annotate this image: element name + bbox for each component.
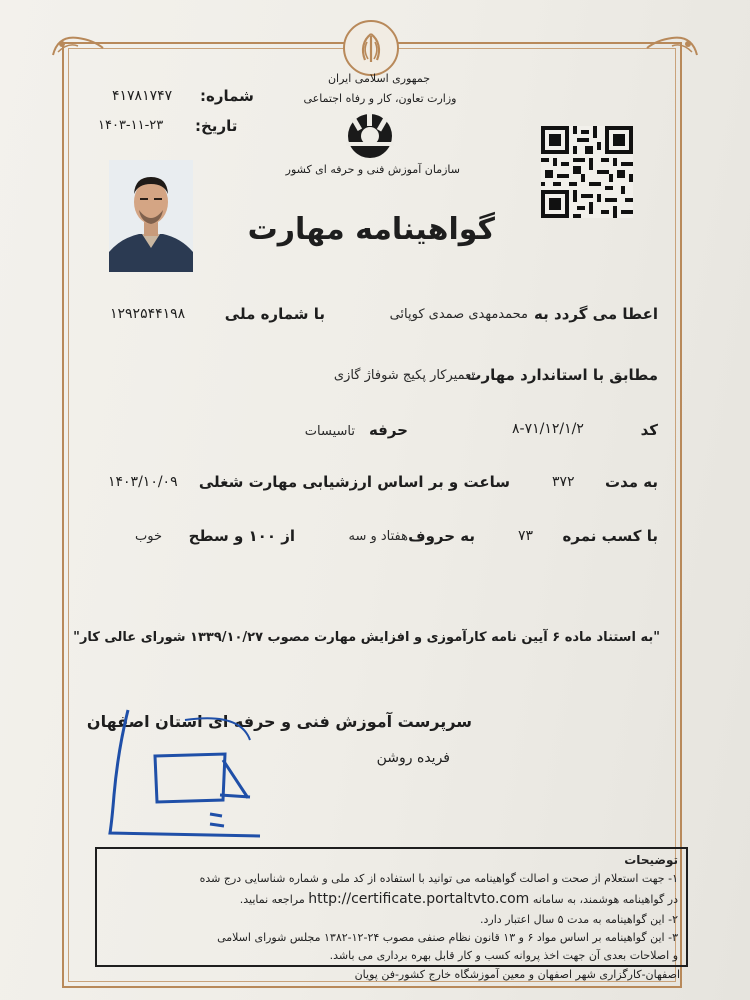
holder-photo [109,160,193,272]
level-value: خوب [135,529,162,544]
iran-emblem-icon [343,20,399,76]
signature-icon [100,700,280,845]
code-label: کد [640,421,658,439]
hours-label: ساعت و بر اساس ارزشیابی مهارت شغلی [198,473,510,491]
trade-value: تاسیسات [304,424,355,439]
score-value: ۷۳ [518,528,534,544]
note-line-1: ۱- جهت استعلام از صحت و اصالت گواهینامه می توانید با استفاده از کد ملی و شماره شناسایی درج شده [199,872,678,886]
tvto-logo-icon [342,108,398,162]
certificate-number: ۴۱۷۸۱۷۴۷ [112,88,173,104]
issuing-center-footer: اصفهان-کارگزاری شهر اصفهان و معین آموزشگاه خارج کشور-فن پویان [354,968,680,981]
granted-label: اعطا می گردد به [534,305,658,323]
number-label: شماره: [200,87,254,105]
evaluation-date: ۱۴۰۳/۱۰/۰۹ [108,474,178,490]
note-line-2-suffix: مراجعه نمایید. [239,893,305,907]
score-label: با کسب نمره [562,527,658,545]
verification-url-link[interactable]: http://certificate.portaltvto.com [308,891,530,908]
standard-value: تعمیرکار پکیج شوفاژ گازی [333,368,475,383]
from-label: از ۱۰۰ و سطح [188,527,295,545]
holder-name: محمدمهدی صمدی کوپائی [389,307,528,322]
certificate-date: ۱۴۰۳-۱۱-۲۳ [98,118,164,133]
signatory-name: فریده روشن [376,750,450,766]
national-id-value: ۱۲۹۲۵۴۴۱۹۸ [110,306,186,322]
national-id-label: با شماره ملی [224,305,325,323]
code-value: ۸-۷۱/۱۲/۱/۲ [512,421,584,437]
certificate-title: گواهینامه مهارت [247,212,495,247]
letters-label: به حروف [408,527,475,545]
score-in-words: هفتاد و سه [348,529,408,544]
duration-value: ۳۷۲ [552,474,575,490]
note-line-4: ۳- این گواهینامه بر اساس مواد ۶ و ۱۳ قانون نظام صنفی مصوب ۲۴-۱۲-۱۳۸۲ مجلس شورای اسلامی [217,930,678,944]
notes-title: توضیحات [624,853,678,867]
qr-code-icon [541,126,633,218]
date-label: تاریخ: [195,117,238,135]
note-line-2 [105,888,678,911]
note-line-3: ۲- این گواهینامه به مدت ۵ سال اعتبار دارد. [480,912,678,926]
trade-label: حرفه [368,421,408,439]
legal-clause: "به استناد ماده ۶ آیین نامه کارآموزی و افزایش مهارت مصوب ۱۳۳۹/۱۰/۲۷ شورای عالی کار" [73,630,660,645]
standard-label: مطابق با استاندارد مهارت [466,366,658,384]
notes-box [95,847,688,967]
government-title: جمهوری اسلامی ایران [327,72,430,85]
note-line-5: و اصلاحات بعدی آن جهت اخذ پروانه کسب و کار قابل بهره برداری می باشد. [329,948,678,962]
note-line-2-text: در گواهینامه هوشمند، به سامانه [532,893,678,907]
organization-name: سازمان آموزش فنی و حرفه ای کشور [285,163,460,176]
ministry-title: وزارت تعاون، کار و رفاه اجتماعی [303,92,457,105]
signatory-title: سرپرست آموزش فنی و حرفه ای استان اصفهان [86,712,472,731]
duration-label: به مدت [605,473,658,491]
ornament-corner-right-icon [642,30,702,60]
ornament-corner-left-icon [48,30,108,60]
